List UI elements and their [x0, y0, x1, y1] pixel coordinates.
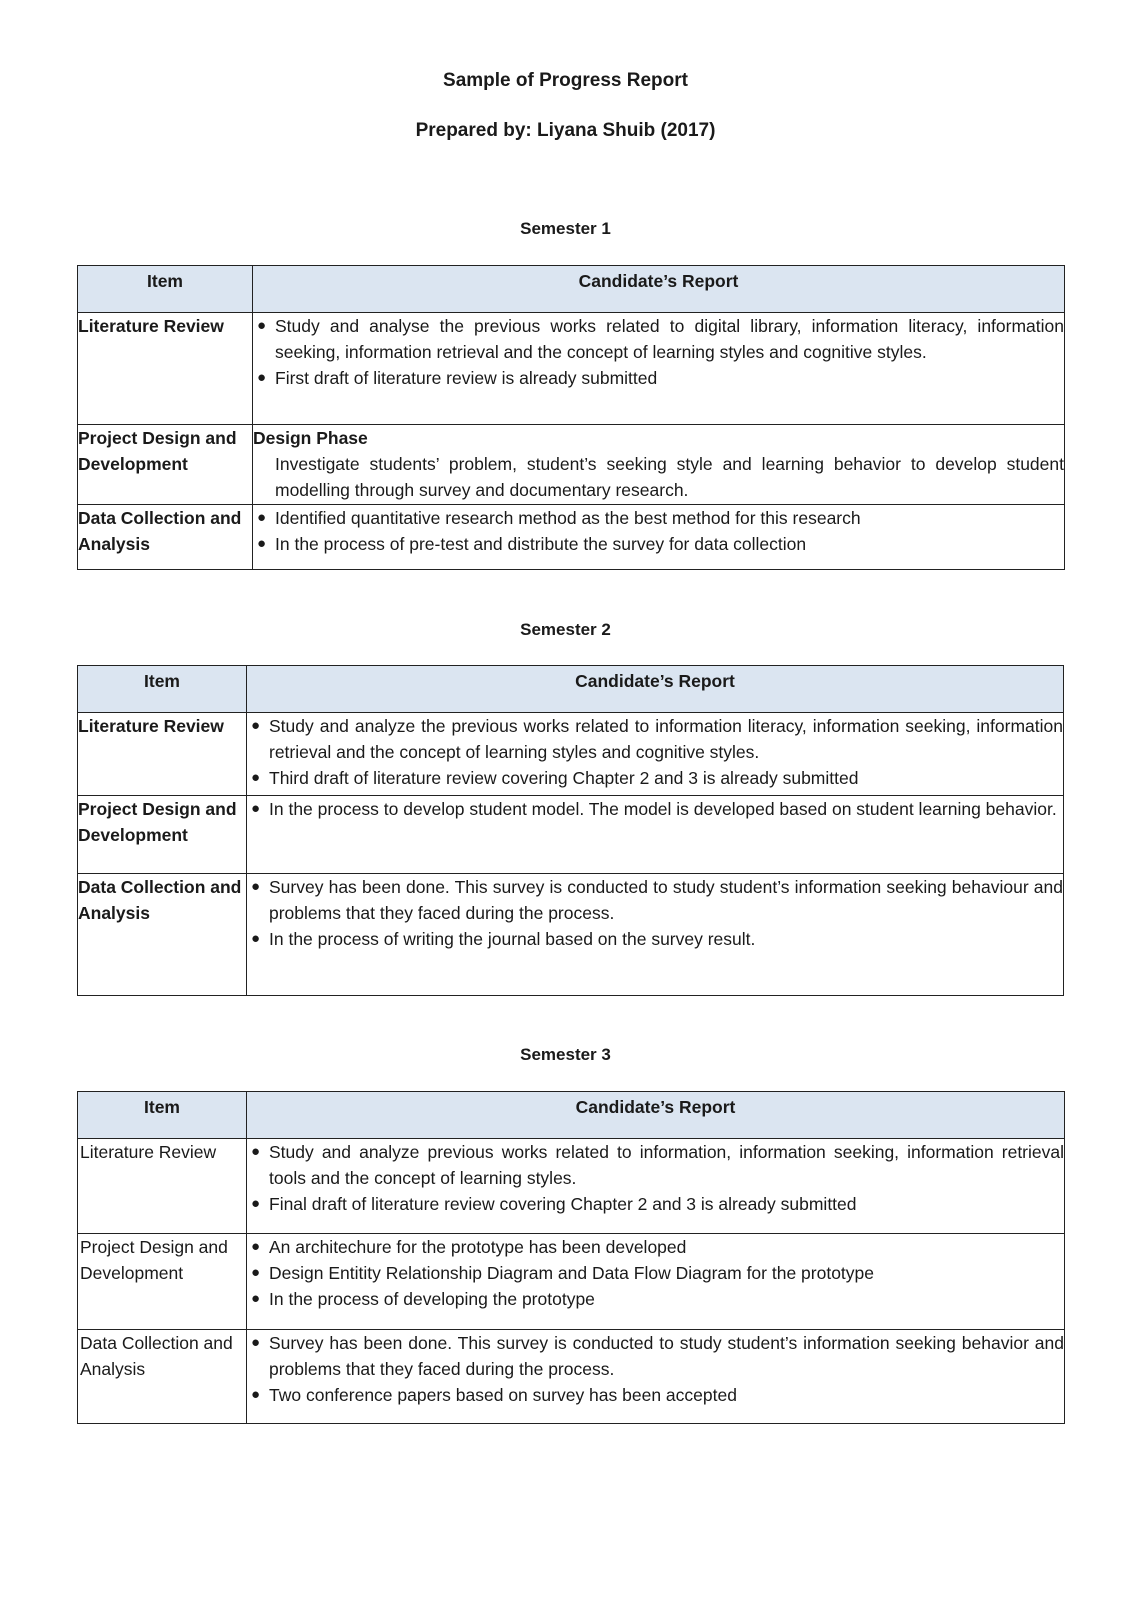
semester-2-table: [77, 665, 1064, 996]
table-row: [78, 505, 1065, 570]
row-report: [247, 1330, 1065, 1424]
bullet-icon: ●: [251, 769, 261, 786]
bullet-icon: ●: [257, 509, 267, 526]
bullet-icon: ●: [251, 1334, 261, 1351]
table-header-row: [78, 266, 1065, 313]
list-item: ● Study and analyse the previous works related to digital library, information literacy, information seeking, information retrieval and the concept of learning styles and cognitive styles.: [253, 313, 1064, 365]
row-report: [247, 1234, 1065, 1330]
bullet-icon: ●: [251, 1238, 261, 1255]
row-item-label: Data Collection and Analysis: [78, 874, 247, 996]
bullet-icon: ●: [257, 535, 267, 552]
row-report: [253, 425, 1065, 505]
row-item-label: Literature Review: [78, 1139, 247, 1234]
row-item-label: Project Design and Development: [78, 1234, 247, 1330]
phase-title: Design Phase: [253, 428, 368, 448]
list-item: ● Third draft of literature review covering Chapter 2 and 3 is already submitted: [247, 765, 1063, 791]
page-title: Sample of Progress Report: [443, 70, 688, 91]
row-report: [247, 1139, 1065, 1234]
list-item: ● Study and analyze previous works related to information, information seeking, information retrieval tools and the concept of learning styles.: [247, 1139, 1064, 1191]
list-item: ● Study and analyze the previous works related to information literacy, information seeking, information retrieval and the concept of learning styles and cognitive styles.: [247, 713, 1063, 765]
report-column-header: Candidate’s Report: [247, 1092, 1065, 1139]
row-item-label: Literature Review: [78, 313, 253, 425]
bullet-icon: ●: [251, 878, 261, 895]
bullet-icon: ●: [251, 1143, 261, 1160]
bullet-icon: ●: [251, 1264, 261, 1281]
list-item: ● Survey has been done. This survey is conducted to study student’s information seeking behavior and problems that they faced during the process.: [247, 1330, 1064, 1382]
row-item-label: Literature Review: [78, 713, 247, 796]
prepared-by: Prepared by: Liyana Shuib (2017): [415, 120, 716, 141]
row-report: [253, 505, 1065, 570]
table-row: [78, 1139, 1065, 1234]
report-column-header: Candidate’s Report: [247, 666, 1064, 713]
row-item-label: Project Design and Development: [78, 425, 253, 505]
row-item-label: Project Design and Development: [78, 796, 247, 874]
row-item-label: Data Collection and Analysis: [78, 1330, 247, 1424]
row-report: [247, 874, 1064, 996]
list-item: ● In the process to develop student model. The model is developed based on student learning behavior.: [247, 796, 1063, 822]
report-column-header: Candidate’s Report: [253, 266, 1065, 313]
item-column-header: Item: [78, 1092, 247, 1139]
table-row: [78, 1234, 1065, 1330]
row-report: [253, 313, 1065, 425]
semester-2-heading: Semester 2: [520, 620, 611, 639]
semester-3-table: [77, 1091, 1065, 1424]
bullet-icon: ●: [251, 1386, 261, 1403]
list-item: ● Identified quantitative research method as the best method for this research: [253, 505, 1064, 531]
list-item: ● In the process of developing the prototype: [247, 1286, 1064, 1312]
list-item: ● Design Entitity Relationship Diagram and Data Flow Diagram for the prototype: [247, 1260, 1064, 1286]
row-item-label: Data Collection and Analysis: [78, 505, 253, 570]
list-item: ● Survey has been done. This survey is conducted to study student’s information seeking behaviour and problems that they faced during the process.: [247, 874, 1063, 926]
table-row: [78, 425, 1065, 505]
phase-text: Investigate students’ problem, student’s seeking style and learning behavior to develop student modelling through survey and documentary research.: [275, 454, 1064, 500]
semester-3-heading: Semester 3: [520, 1045, 611, 1064]
row-report: [247, 713, 1064, 796]
bullet-icon: ●: [257, 369, 267, 386]
table-row: [78, 874, 1064, 996]
list-item: ● Final draft of literature review covering Chapter 2 and 3 is already submitted: [247, 1191, 1064, 1217]
bullet-icon: ●: [251, 800, 261, 817]
item-column-header: Item: [78, 266, 253, 313]
row-report: [247, 796, 1064, 874]
list-item: ● First draft of literature review is already submitted: [253, 365, 1064, 391]
semester-1-heading: Semester 1: [520, 219, 611, 238]
bullet-icon: ●: [251, 1195, 261, 1212]
semester-1-table: [77, 265, 1065, 570]
table-row: [78, 1330, 1065, 1424]
list-item: ● In the process of pre-test and distribute the survey for data collection: [253, 531, 1064, 557]
bullet-icon: ●: [251, 1290, 261, 1307]
bullet-icon: ●: [251, 930, 261, 947]
bullet-icon: ●: [257, 317, 267, 334]
item-column-header: Item: [78, 666, 247, 713]
list-item: ● An architechure for the prototype has been developed: [247, 1234, 1064, 1260]
bullet-icon: ●: [251, 717, 261, 734]
table-header-row: [78, 666, 1064, 713]
list-item: ● In the process of writing the journal based on the survey result.: [247, 926, 1063, 952]
table-row: [78, 796, 1064, 874]
table-header-row: [78, 1092, 1065, 1139]
table-row: [78, 713, 1064, 796]
list-item: ● Two conference papers based on survey has been accepted: [247, 1382, 1064, 1408]
table-row: [78, 313, 1065, 425]
